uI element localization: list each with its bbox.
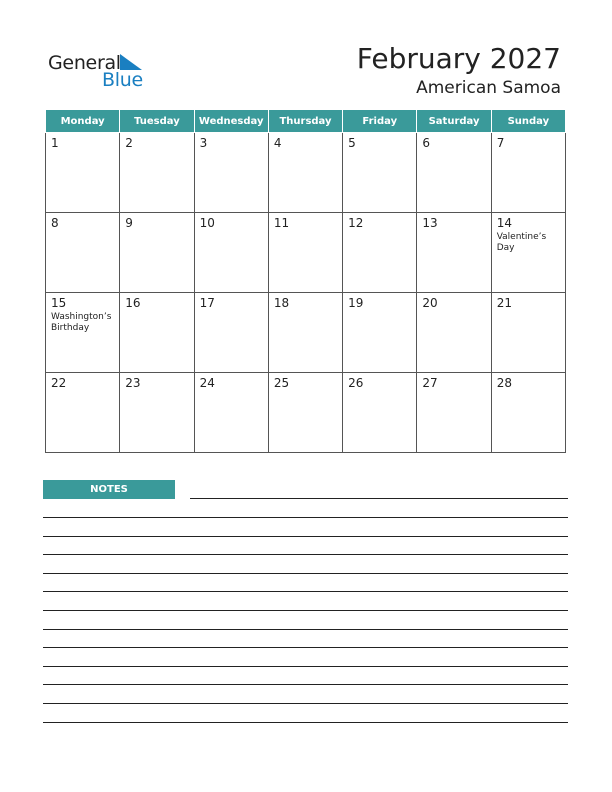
day-cell <box>120 373 194 453</box>
day-number: 4 <box>273 136 282 150</box>
day-cell <box>343 373 417 453</box>
notes-line <box>43 703 568 704</box>
day-cell <box>46 133 120 213</box>
notes-line <box>43 647 568 648</box>
day-number: 10 <box>199 216 215 230</box>
page-subtitle: American Samoa <box>416 78 561 98</box>
day-cell <box>343 213 417 293</box>
day-cell <box>120 133 194 213</box>
day-number: 25 <box>273 376 290 390</box>
day-number: 22 <box>51 376 67 390</box>
day-number: 2 <box>125 136 133 150</box>
notes-line <box>43 610 568 611</box>
logo-word-blue: Blue <box>102 69 143 91</box>
weekday-header: Tuesday <box>120 110 194 133</box>
weekday-header: Sunday <box>491 110 565 133</box>
calendar-grid <box>45 109 566 453</box>
day-cell <box>417 133 491 213</box>
weekday-header: Thursday <box>268 110 342 133</box>
day-number: 19 <box>348 296 364 310</box>
notes-line <box>190 498 568 499</box>
logo-word-general: General <box>48 52 121 74</box>
notes-line <box>43 554 568 555</box>
week-row <box>46 133 566 213</box>
day-number: 11 <box>273 216 290 230</box>
day-cell <box>194 133 268 213</box>
day-cell <box>343 293 417 373</box>
day-number: 21 <box>496 296 512 310</box>
day-cell <box>268 213 342 293</box>
notes-line <box>43 591 568 592</box>
day-number: 17 <box>199 296 215 310</box>
day-number: 16 <box>125 296 141 310</box>
logo <box>48 52 158 92</box>
weekday-header: Monday <box>46 110 120 133</box>
day-number: 3 <box>199 136 208 150</box>
notes-line <box>43 684 568 685</box>
notes-line <box>43 573 568 574</box>
day-cell <box>46 373 120 453</box>
day-number: 14 <box>496 216 512 230</box>
day-cell <box>491 373 565 453</box>
notes-line <box>43 517 568 518</box>
notes-label: NOTES <box>43 480 175 499</box>
calendar-body <box>46 133 566 453</box>
day-number: 13 <box>422 216 438 230</box>
day-number: 7 <box>496 136 505 150</box>
day-cell <box>46 293 120 373</box>
notes-line <box>43 722 568 723</box>
weekday-header: Friday <box>343 110 417 133</box>
day-cell <box>194 373 268 453</box>
day-number: 6 <box>422 136 431 150</box>
day-number: 28 <box>496 376 512 390</box>
day-number: 15 <box>51 296 67 310</box>
notes-line <box>43 536 568 537</box>
day-number: 1 <box>51 136 59 150</box>
day-cell <box>120 213 194 293</box>
day-cell <box>268 293 342 373</box>
day-cell <box>268 373 342 453</box>
weekday-header: Wednesday <box>194 110 268 133</box>
day-number: 18 <box>273 296 290 310</box>
day-number: 8 <box>51 216 59 230</box>
week-row <box>46 213 566 293</box>
day-number: 26 <box>348 376 364 390</box>
week-row <box>46 373 566 453</box>
day-cell <box>120 293 194 373</box>
page-title: February 2027 <box>356 42 561 75</box>
day-cell <box>417 213 491 293</box>
day-cell <box>417 373 491 453</box>
holiday-label: Valentine’s Day <box>496 232 547 253</box>
logo-triangle-icon <box>120 54 142 70</box>
holiday-label: Washington’s Birthday <box>51 312 112 333</box>
day-number: 12 <box>348 216 364 230</box>
week-row <box>46 293 566 373</box>
day-cell <box>194 213 268 293</box>
weekday-header: Saturday <box>417 110 491 133</box>
day-cell <box>194 293 268 373</box>
day-cell <box>343 133 417 213</box>
day-number: 9 <box>125 216 133 230</box>
day-cell <box>417 293 491 373</box>
day-cell <box>491 213 565 293</box>
day-number: 5 <box>348 136 356 150</box>
weekday-header-row <box>46 110 566 133</box>
day-number: 24 <box>199 376 215 390</box>
notes-line <box>43 629 568 630</box>
day-number: 27 <box>422 376 438 390</box>
notes-line <box>43 666 568 667</box>
day-cell <box>268 133 342 213</box>
day-cell <box>46 213 120 293</box>
day-number: 20 <box>422 296 438 310</box>
day-cell <box>491 293 565 373</box>
day-number: 23 <box>125 376 141 390</box>
day-cell <box>491 133 565 213</box>
